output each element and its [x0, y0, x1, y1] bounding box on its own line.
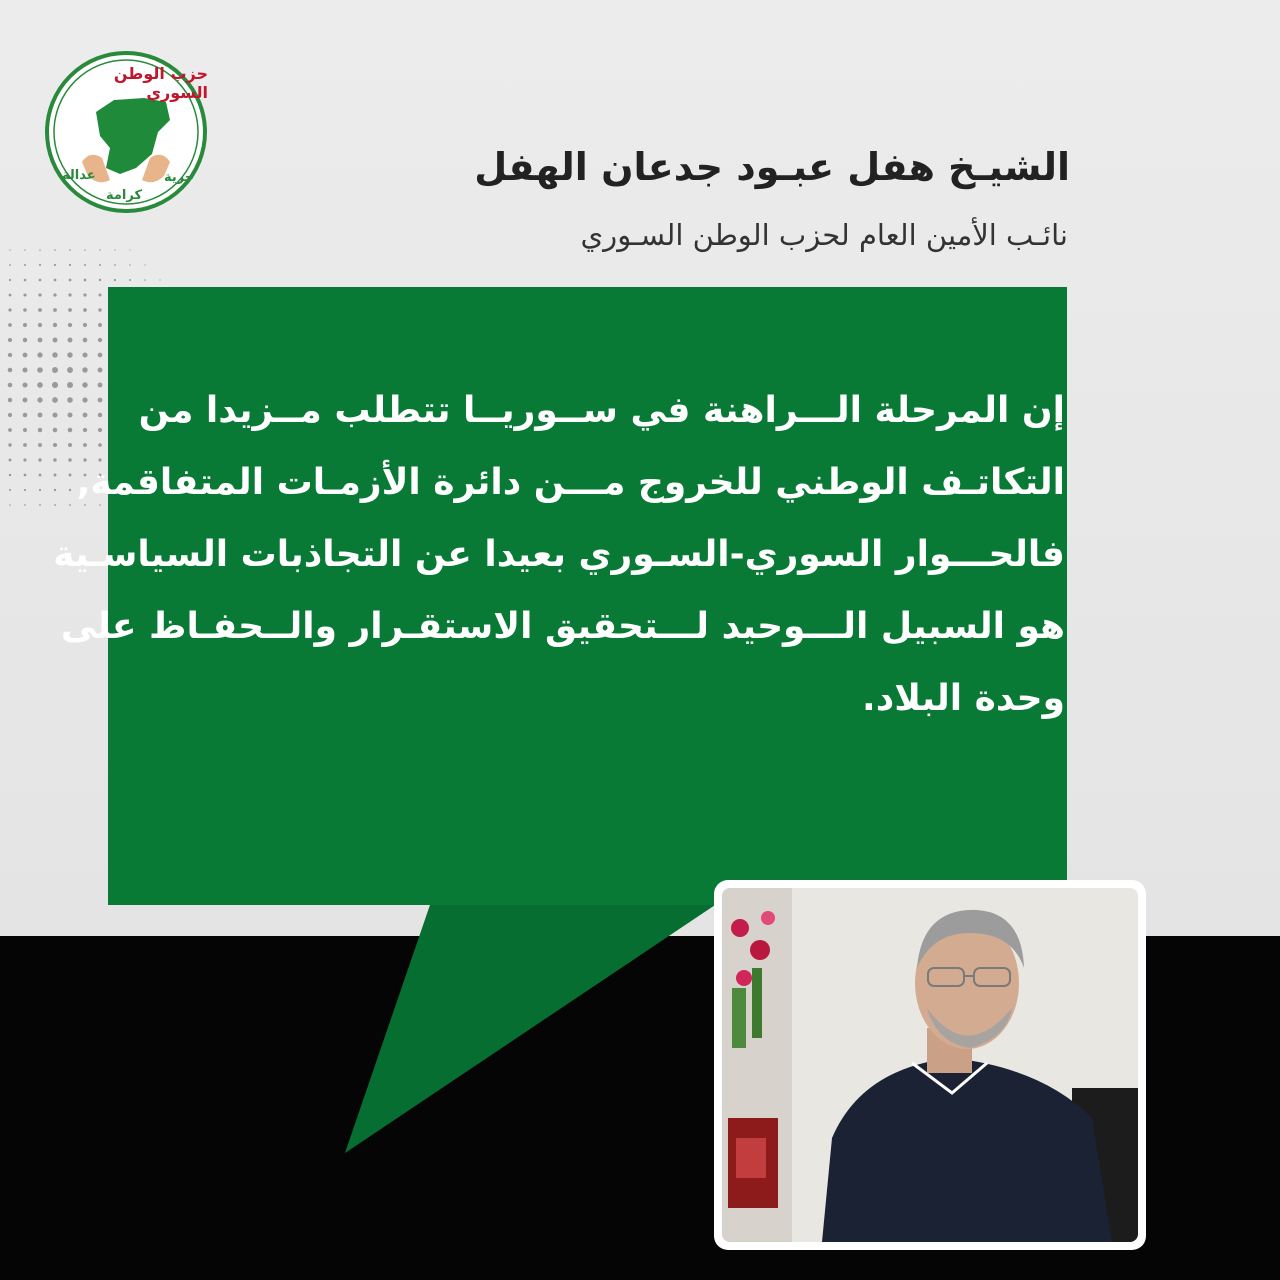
- speaker-title: نائـب الأمين العام لحزب الوطن السـوري: [580, 218, 1068, 252]
- quote-line-5: وحدة البلاد.: [862, 678, 1065, 719]
- logo-motto-justice: عدالة: [62, 168, 96, 183]
- quote-line-4: هو السبيل الـــوحيد لـــتحقيق الاستقـرار والــحفـاظ على: [60, 606, 1065, 647]
- quote-text: [53, 375, 1065, 735]
- speaker-photo: [722, 888, 1138, 1242]
- speaker-name: الشيـخ هفل عبـود جدعان الهفل: [474, 145, 1070, 189]
- speaker-photo-frame: [714, 880, 1146, 1250]
- logo-motto-freedom: حرية: [164, 170, 195, 185]
- logo-party-name: حزب الوطن السوري: [113, 64, 208, 102]
- quote-line-2: التكاتـف الوطني للخروج مـــن دائرة الأزمـات المتفاقمة,: [76, 462, 1065, 503]
- quote-line-1: إن المرحلة الـــراهنة في ســوريــا تتطلب مــزيدا من: [138, 390, 1065, 431]
- quote-line-3: فالحـــوار السوري-السـوري بعيدا عن التجاذبات السياسـية: [53, 534, 1065, 575]
- logo-motto-dignity: كرامة: [106, 188, 143, 203]
- party-logo: [44, 50, 208, 214]
